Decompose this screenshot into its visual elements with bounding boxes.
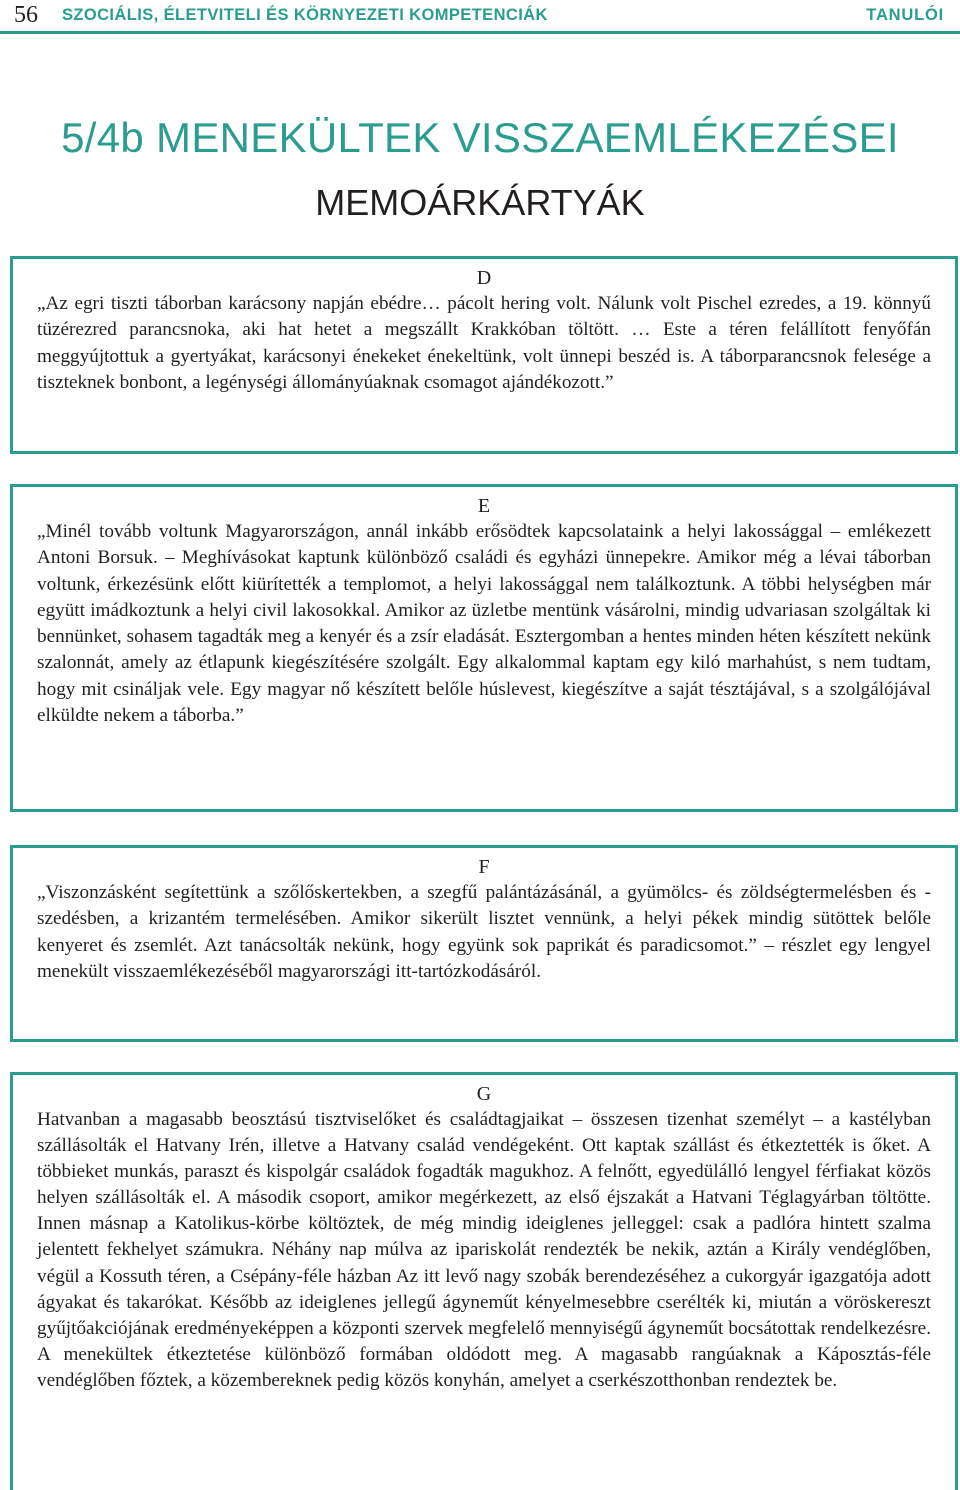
card-letter: D — [476, 267, 492, 289]
page-number: 56 — [14, 2, 38, 28]
card-text: „Az egri tiszti táborban karácsony napján ebédre… pácolt hering volt. Nálunk volt Pischel ezredes, a 19. könnyű tüzérezred parancsnoka, aki hat hetet a megszállt Krakkóban töltött. … Este a téren felállított fenyőfán meggyújtottuk a gyertyákat, karácsonyi énekeket énekeltünk, volt ünnepi beszéd is. A táborparancsnok felesége a tiszteknek bonbont, a legénységi állományúaknak csomagot ajándékozott.” — [37, 293, 931, 393]
page-subtitle: MEMOÁRKÁRTYÁK — [315, 182, 645, 223]
memoir-card-e — [10, 484, 958, 812]
card-text: „Minél tovább voltunk Magyarországon, annál inkább erősödtek kapcsolataink a helyi lakossággal – emlékezett Antoni Borsuk. – Meghívásokat kaptunk különböző családi és egyházi ünnepekre. Amikor még a lévai táborban voltunk, érkezésünk előtt kiürítették a templomot, a helyi lakossággal nem találkoztunk. A többi helységben már együtt imádkoztunk a helyi civil lakosokkal. Amikor az üzletbe mentünk vásárolni, mindig udvariasan szolgáltak ki bennünket, sohasem tagadták meg a kenyér és a zsír eladását. Esztergomban a hentes minden héten készített nekünk szalonnát, amely az étlapunk kiegészítésére szolgált. Egy alkalommal kaptam egy kiló marhahúst, s nem tudtam, hogy mit csináljak vele. Egy magyar nő készített belőle húslevest, kiegészítve a saját tésztájával, s a szolgálójával elküldte nekem a táborba.” — [37, 521, 931, 727]
section-title: SZOCIÁLIS, ÉLETVITELI ÉS KÖRNYEZETI KOMPETENCIÁK — [62, 6, 548, 24]
card-letter: F — [478, 856, 490, 878]
card-letter: G — [476, 1083, 492, 1105]
audience-label: TANULÓI — [866, 6, 944, 24]
card-text: Hatvanban a magasabb beosztású tisztviselőket és családtagjaikat – összesen tizenhat személyt – a kastélyban szállásolták el Hatvany Irén, illetve a Hatvany család vendégeként. Ott kaptak szállást és étkeztették is őket. A többieket munkás, paraszt és kispolgár családok fogadták magukhoz. A felnőtt, egyedülálló lengyel férfiakat közös helyen szállásolták el. A második csoport, amikor megérkezett, az első éjszakát a Hatvani Téglagyárban töltötte. Innen másnap a Katolikus-körbe költöztek, de még mindig ideiglenes jelleggel: csak a padlóra hintett szalma jelentett fekhelyet számukra. Néhány nap múlva az ipariskolát rendezték be nekik, aztán a Király vendéglőben, végül a Kossuth téren, a Csépány-féle házban Az itt levő nagy szobák berendezéséhez a cukorgyár igazgatója adott ágyakat és takarókat. Később az ideiglenes jellegű ágyneműt kényelmesebbre cserélték ki, miután a vöröskereszt gyűjtőakciójának eredményeképpen a központi szervek megfelelő mennyiségű ágyneműt bocsátottak rendelkezésre. A menekültek étkeztetése különböző formában oldódott meg. A magasabb rangúaknak a Káposztás-féle vendéglőben főztek, a közembereknek pedig közös konyhán, amelyet a cserkészotthonban rendeztek be. — [37, 1109, 931, 1391]
page-title: 5/4b MENEKÜLTEK VISSZAEMLÉKEZÉSEI — [61, 114, 899, 161]
card-letter: E — [477, 495, 491, 517]
header-rule — [0, 31, 960, 34]
memoir-card-f — [10, 845, 958, 1042]
card-text: „Viszonzásként segítettünk a szőlőskertekben, a szegfű palántázásánál, a gyümölcs- és zöldségtermelésben és -szedésben, a krizantém termelésében. Amikor sikerült lisztet vennünk, a helyi pékek mindig sütöttek belőle kenyeret és zsemlét. Azt tanácsolták nekünk, hogy együnk sok paprikát és paradicsomot.” – részlet egy lengyel menekült visszaemlékezéséből magyarországi itt-tartózkodásáról. — [37, 882, 931, 982]
page-header — [0, 0, 960, 30]
memoir-card-d — [10, 256, 958, 454]
memoir-card-g — [10, 1072, 958, 1490]
